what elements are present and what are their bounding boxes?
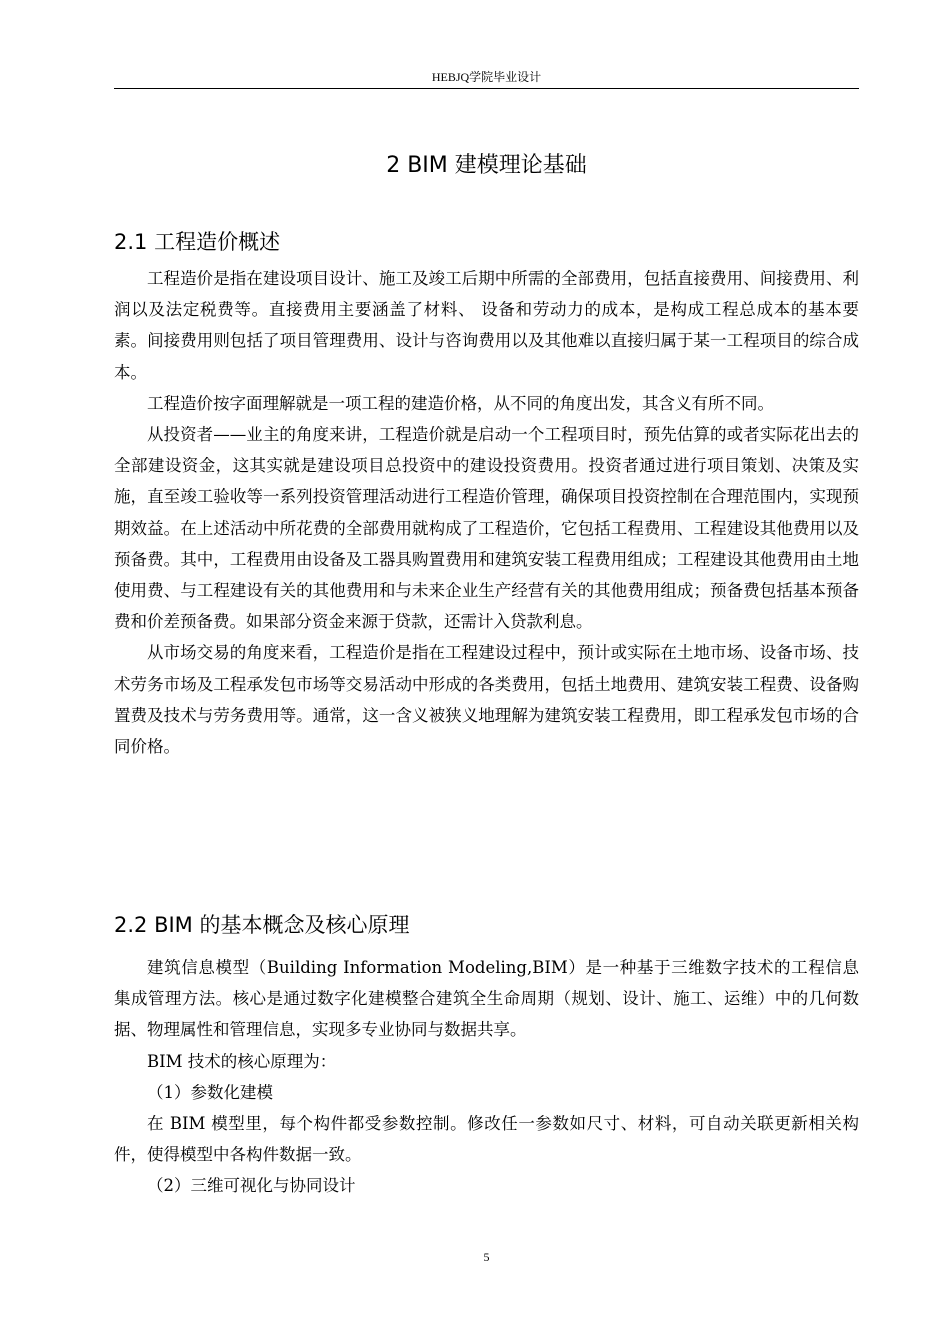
paragraph: 在 BIM 模型里，每个构件都受参数控制。修改任一参数如尺寸、材料，可自动关联更新相关构件，使得模型中各构件数据一致。 xyxy=(114,1114,859,1165)
paragraph: 从市场交易的角度来看，工程造价是指在工程建设过程中，预计或实际在土地市场、设备市场、技术劳务市场及工程承发包市场等交易活动中形成的各类费用，包括土地费用、建筑安装工程费、设备购置费及技术与劳务费用等。通常，这一含义被狭义地理解为建筑安装工程费用，即工程承发包市场的合同价格。 xyxy=(114,643,859,757)
header-divider xyxy=(114,88,859,89)
paragraph: 工程造价是指在建设项目设计、施工及竣工后期中所需的全部费用，包括直接费用、间接费用、利润以及法定税费等。直接费用主要涵盖了材料、 设备和劳动力的成本，是构成工程总成本的基本要素。间接费用则包括了项目管理费用、设计与咨询费用以及其他难以直接归属于某一工程项目的综合成本。 xyxy=(114,269,859,382)
section-title-2-2: 2.2 BIM 的基本概念及核心原理 xyxy=(114,913,410,937)
page-header: HEBJQ学院毕业设计 xyxy=(431,70,542,84)
list-heading: （2）三维可视化与协同设计 xyxy=(147,1176,356,1196)
paragraph: 建筑信息模型（Building Information Modeling,BIM）是一种基于三维数字技术的工程信息集成管理方法。核心是通过数字化建模整合建筑全生命周期（规划、设计、施工、运维）中的几何数据、物理属性和管理信息，实现多专业协同与数据共享。 xyxy=(114,958,859,1040)
paragraph: 从投资者——业主的角度来讲，工程造价就是启动一个工程项目时，预先估算的或者实际花出去的全部建设资金，这其实就是建设项目总投资中的建设投资费用。投资者通过进行项目策划、决策及实施，直至竣工验收等一系列投资管理活动进行工程造价管理，确保项目投资控制在合理范围内，实现预期效益。在上述活动中所花费的全部费用就构成了工程造价，它包括工程费用、工程建设其他费用以及预备费。其中，工程费用由设备及工器具购置费用和建筑安装工程费用组成；工程建设其他费用由土地使用费、与工程建设有关的其他费用和与未来企业生产经营有关的其他费用组成；预备费包括基本预备费和价差预备费。如果部分资金来源于贷款，还需计入贷款利息。 xyxy=(114,425,859,632)
chapter-title: 2 BIM 建模理论基础 xyxy=(386,153,587,178)
section-2-1-body xyxy=(114,263,859,762)
page-number: 5 xyxy=(483,1250,490,1264)
section-2-2-body xyxy=(114,952,859,1202)
list-heading: （1）参数化建模 xyxy=(147,1082,273,1102)
paragraph: BIM 技术的核心原理为： xyxy=(147,1051,337,1071)
section-title-2-1: 2.1 工程造价概述 xyxy=(114,230,281,254)
paragraph: 工程造价按字面理解就是一项工程的建造价格，从不同的角度出发，其含义有所不同。 xyxy=(147,393,774,413)
